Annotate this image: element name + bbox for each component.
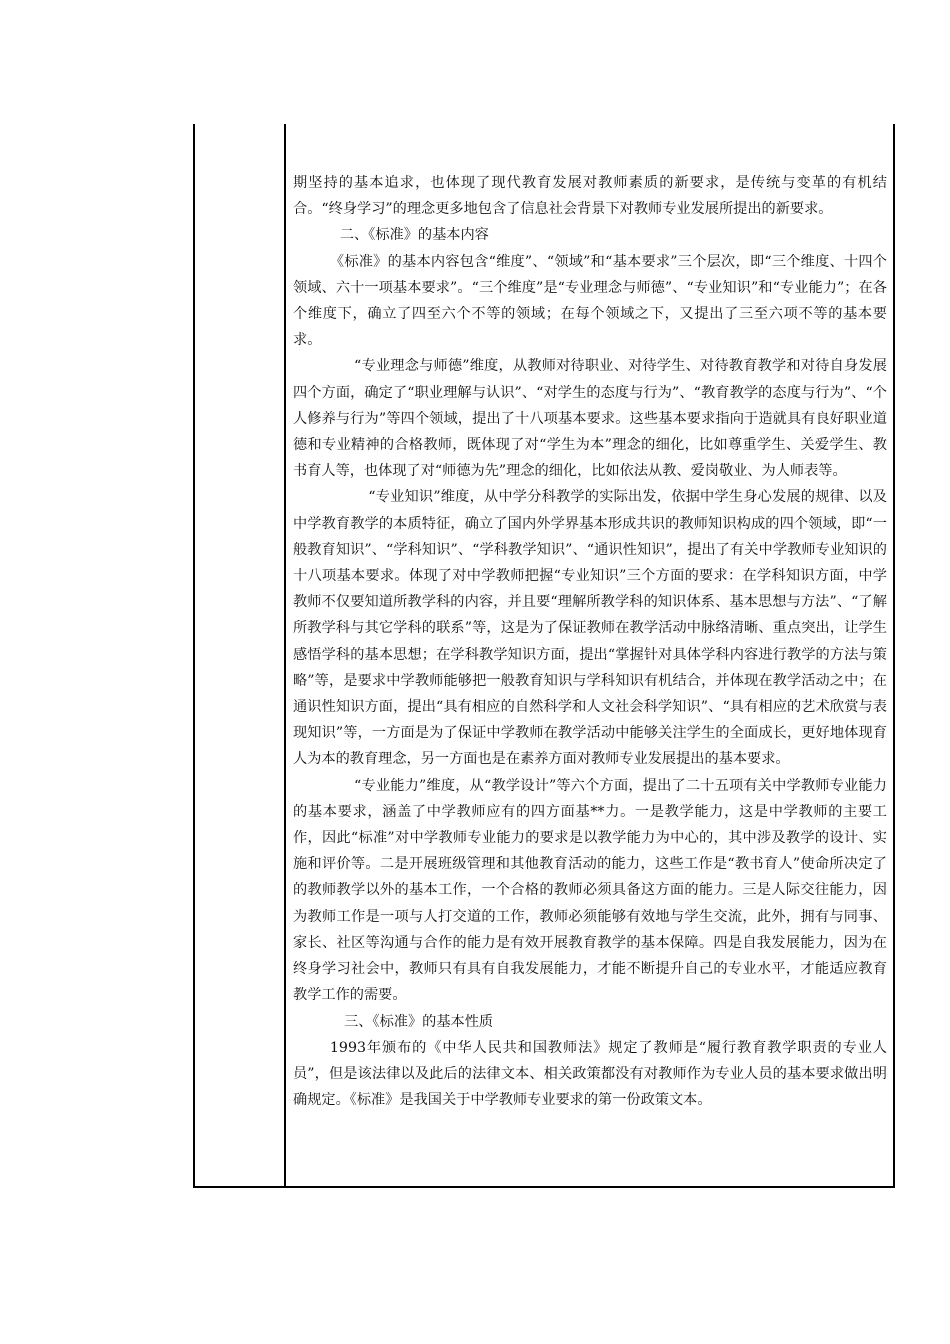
table-border-bottom xyxy=(193,1186,895,1188)
paragraph-professional-ability: “专业能力”维度，从“教学设计”等六个方面，提出了二十五项有关中学教师专业能力的基本要求，涵盖了中学教师应有的四方面基**力。一是教学能力，这是中学教师的主要工作，因此“标准”对中学教师专业能力的要求是以教学能力为中心的，其中涉及教学的设计、实施和评价等。二是开展班级管理和其他教育活动的能力，这些工作是“教书育人”使命所决定了的教师教学以外的基本工作，一个合格的教师必须具备这方面的能力。三是人际交往能力，因为教师工作是一项与人打交道的工作，教师必须能够有效地与学生交流，此外，拥有与同事、家长、社区等沟通与合作的能力是有效开展教育教学的基本保障。四是自我发展能力，因为在终身学习社会中，教师只有具有自我发展能力，才能不断提升自己的专业水平，才能适应教育教学工作的需要。 xyxy=(293,777,887,1004)
section-heading-basic-nature: 三、《标准》的基本性质 xyxy=(344,1013,494,1030)
paragraph-dimensions-overview: 《标准》的基本内容包含“维度”、“领域”和“基本要求”三个层次，即“三个维度、十四个领域、六十一项基本要求”。“三个维度”是“专业理念与师德”、“专业知识”和“专业能力”；在各个维度下，确立了四至六个不等的领域；在每个领域之下，又提出了三至六项不等的基本要求。 xyxy=(293,253,887,349)
paragraph-professional-ethics: “专业理念与师德”维度，从教师对待职业、对待学生、对待教育教学和对待自身发展四个方面，确定了“职业理解与认识”、“对学生的态度与行为”、“教育教学的态度与行为”、“个人修养与行为”等四个领域，提出了十八项基本要求。这些基本要求指向于造就具有良好职业道德和专业精神的合格教师，既体现了对“学生为本”理念的细化，比如尊重学生、关爱学生、教书育人等，也体现了对“师德为先”理念的细化，比如依法从教、爱岗敬业、为人师表等。 xyxy=(293,358,887,480)
paragraph-professional-knowledge: “专业知识”维度，从中学分科教学的实际出发，依据中学生身心发展的规律、以及中学教育教学的本质特征，确立了国内外学界基本形成共识的教师知识构成的四个领域，即“一般教育知识”、“学科知识”、“学科教学知识”、“通识性知识”，提出了有关中学教师专业知识的十八项基本要求。体现了对中学教师把握“专业知识”三个方面的要求：在学科知识方面，中学教师不仅要知道所教学科的内容，并且要“理解所教学科的知识体系、基本思想与方法”、“了解所教学科与其它学科的联系”等，这是为了保证教师在教学活动中脉络清晰、重点突出，让学生感悟学科的基本思想；在学科教学知识方面，提出“掌握针对具体学科内容进行教学的方法与策略”等，是要求中学教师能够把一般教育知识与学科知识有机结合，并体现在教学活动之中；在通识性知识方面，提出“具有相应的自然科学和人文社会科学知识”、“具有相应的艺术欣赏与表现知识”等，一方面是为了保证中学教师在教学活动中能够关注学生的全面成长，更好地体现育人为本的教育理念，另一方面也是在素养方面对教师专业发展提出的基本要求。 xyxy=(293,489,887,768)
table-cell-content xyxy=(293,170,887,1113)
table-border-right xyxy=(893,124,895,1188)
section-heading-basic-content: 二、《标准》的基本内容 xyxy=(339,227,489,244)
table-border-column-divider xyxy=(284,124,286,1188)
paragraph-basic-nature: 1993年颁布的《中华人民共和国教师法》规定了教师是“履行教育教学职责的专业人员”，但是该法律以及此后的法律文本、相关政策都没有对教师作为专业人员的基本要求做出明确规定。《标准》是我国关于中学教师专业要求的第一份政策文本。 xyxy=(293,1039,887,1109)
table-border-left xyxy=(193,124,195,1188)
paragraph-continuation: 期坚持的基本追求，也体现了现代教育发展对教师素质的新要求，是传统与变革的有机结合。“终身学习”的理念更多地包含了信息社会背景下对教师专业发展所提出的新要求。 xyxy=(293,175,887,218)
